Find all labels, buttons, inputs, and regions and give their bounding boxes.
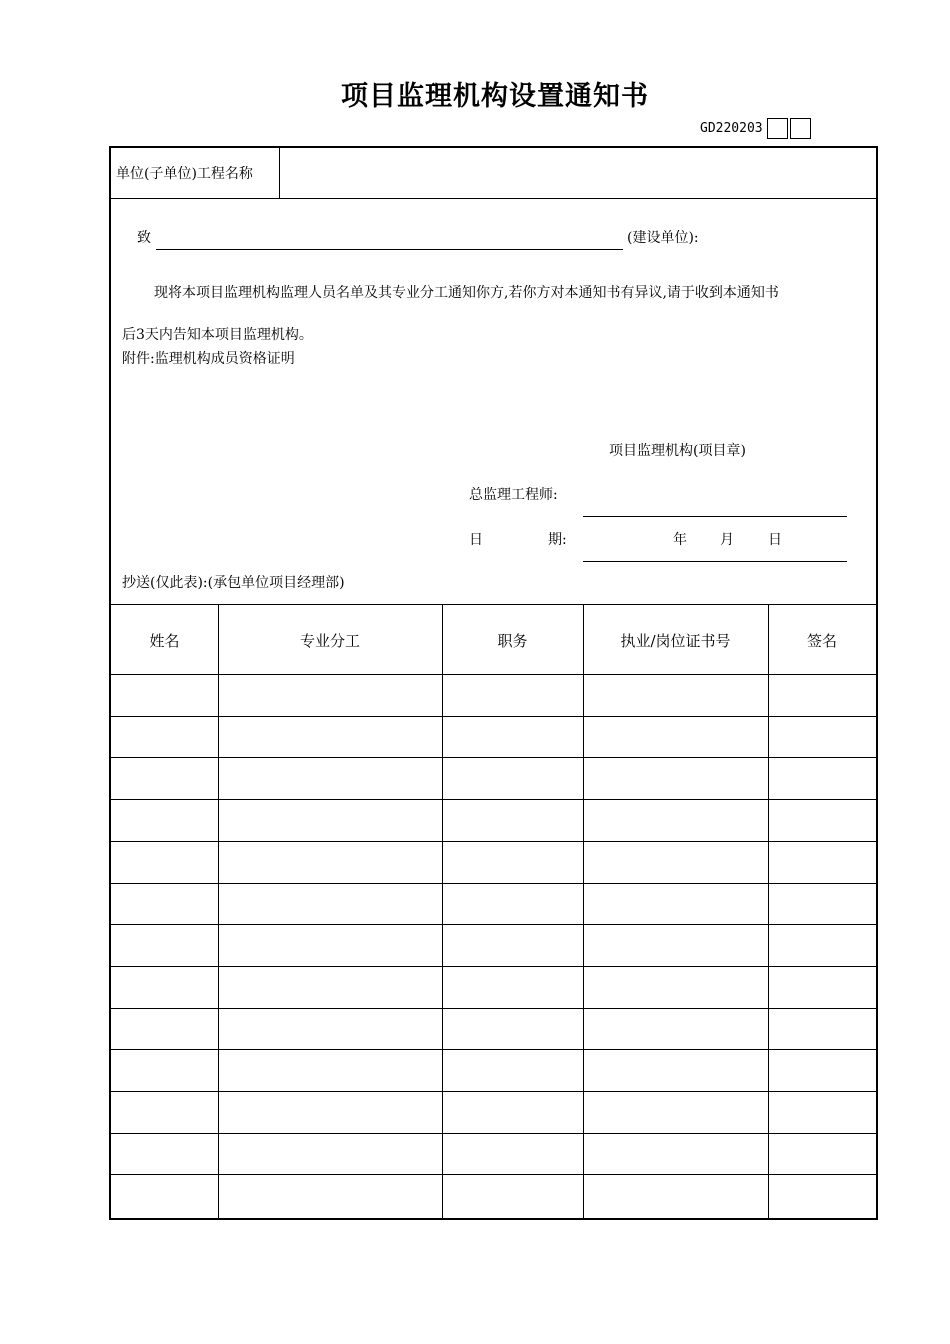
notice-body-line2: 后3天内告知本项目监理机构。 xyxy=(122,327,313,343)
code-box-1[interactable] xyxy=(767,118,788,139)
table-cell[interactable] xyxy=(111,841,218,883)
table-cell[interactable] xyxy=(218,1174,442,1216)
form-code: GD220203 xyxy=(700,120,763,136)
table-cell[interactable] xyxy=(768,1133,876,1175)
table-cell[interactable] xyxy=(442,841,583,883)
table-cell[interactable] xyxy=(583,674,768,716)
table-cell[interactable] xyxy=(442,1133,583,1175)
table-cell[interactable] xyxy=(583,1008,768,1050)
project-name-field[interactable] xyxy=(287,167,857,183)
cc-note: 抄送(仅此表):(承包单位项目经理部) xyxy=(122,575,345,591)
table-cell[interactable] xyxy=(768,757,876,799)
table-cell[interactable] xyxy=(218,1091,442,1133)
chief-engineer-label: 总监理工程师: xyxy=(469,487,558,503)
col-header-specialty: 专业分工 xyxy=(299,631,360,650)
table-cell[interactable] xyxy=(218,716,442,758)
table-cell[interactable] xyxy=(583,716,768,758)
table-cell[interactable] xyxy=(442,1008,583,1050)
table-cell[interactable] xyxy=(111,1091,218,1133)
table-cell[interactable] xyxy=(768,674,876,716)
table-cell[interactable] xyxy=(218,1133,442,1175)
table-cell[interactable] xyxy=(768,924,876,966)
table-cell[interactable] xyxy=(768,1008,876,1050)
project-row-bottom xyxy=(111,198,876,199)
table-cell[interactable] xyxy=(218,757,442,799)
table-cell[interactable] xyxy=(768,1174,876,1216)
table-cell[interactable] xyxy=(111,1008,218,1050)
table-cell[interactable] xyxy=(111,883,218,925)
code-box-2[interactable] xyxy=(790,118,811,139)
table-cell[interactable] xyxy=(583,757,768,799)
chief-engineer-signature-line[interactable] xyxy=(583,516,847,517)
table-cell[interactable] xyxy=(218,924,442,966)
table-cell[interactable] xyxy=(442,924,583,966)
table-cell[interactable] xyxy=(583,841,768,883)
table-cell[interactable] xyxy=(768,1049,876,1091)
project-name-divider xyxy=(279,148,280,198)
table-cell[interactable] xyxy=(218,883,442,925)
table-cell[interactable] xyxy=(111,716,218,758)
table-cell[interactable] xyxy=(583,1049,768,1091)
table-cell[interactable] xyxy=(442,883,583,925)
table-cell[interactable] xyxy=(768,1091,876,1133)
table-cell[interactable] xyxy=(583,1174,768,1216)
stamp-label: 项目监理机构(项目章) xyxy=(609,443,746,459)
table-cell[interactable] xyxy=(583,966,768,1008)
form-title: 项目监理机构设置通知书 xyxy=(341,81,649,112)
table-cell[interactable] xyxy=(218,1008,442,1050)
table-cell[interactable] xyxy=(111,757,218,799)
date-year: 年 xyxy=(673,532,687,548)
table-cell[interactable] xyxy=(583,1133,768,1175)
notice-body-line1: 现将本项目监理机构监理人员名单及其专业分工通知你方,若你方对本通知书有异议,请于收到本通知书 xyxy=(154,285,779,301)
table-cell[interactable] xyxy=(442,674,583,716)
date-day: 日 xyxy=(768,532,782,548)
table-cell[interactable] xyxy=(442,1091,583,1133)
table-cell[interactable] xyxy=(583,883,768,925)
table-cell[interactable] xyxy=(768,799,876,841)
col-header-name: 姓名 xyxy=(149,631,180,650)
table-cell[interactable] xyxy=(442,966,583,1008)
table-cell[interactable] xyxy=(768,716,876,758)
table-cell[interactable] xyxy=(768,841,876,883)
col-header-certificate: 执业/岗位证书号 xyxy=(620,631,731,650)
date-label-day: 日 xyxy=(469,532,483,548)
date-label-period: 期: xyxy=(548,532,567,548)
table-cell[interactable] xyxy=(768,966,876,1008)
table-cell[interactable] xyxy=(442,757,583,799)
table-cell[interactable] xyxy=(583,799,768,841)
table-cell[interactable] xyxy=(442,799,583,841)
form-code-row xyxy=(700,116,811,140)
table-cell[interactable] xyxy=(218,841,442,883)
table-cell[interactable] xyxy=(583,1091,768,1133)
table-cell[interactable] xyxy=(218,1049,442,1091)
project-name-label: 单位(子单位)工程名称 xyxy=(116,166,253,182)
to-prefix: 致 xyxy=(137,230,151,246)
table-cell[interactable] xyxy=(111,966,218,1008)
form-frame xyxy=(109,146,878,1220)
date-line[interactable] xyxy=(583,561,847,562)
table-cell[interactable] xyxy=(442,716,583,758)
recipient-field[interactable] xyxy=(156,249,623,250)
table-cell[interactable] xyxy=(111,1133,218,1175)
table-top xyxy=(111,604,876,605)
table-cell[interactable] xyxy=(583,924,768,966)
table-cell[interactable] xyxy=(218,799,442,841)
table-cell[interactable] xyxy=(218,966,442,1008)
table-cell[interactable] xyxy=(111,799,218,841)
to-suffix: (建设单位): xyxy=(627,230,699,246)
date-month: 月 xyxy=(720,532,734,548)
attachment-note: 附件:监理机构成员资格证明 xyxy=(122,351,295,367)
table-cell[interactable] xyxy=(768,883,876,925)
col-header-signature: 签名 xyxy=(806,631,837,650)
table-cell[interactable] xyxy=(442,1049,583,1091)
table-cell[interactable] xyxy=(218,674,442,716)
table-cell[interactable] xyxy=(111,1049,218,1091)
table-cell[interactable] xyxy=(442,1174,583,1216)
table-cell[interactable] xyxy=(111,924,218,966)
table-cell[interactable] xyxy=(111,1174,218,1216)
table-cell[interactable] xyxy=(111,674,218,716)
col-header-position: 职务 xyxy=(497,631,528,650)
